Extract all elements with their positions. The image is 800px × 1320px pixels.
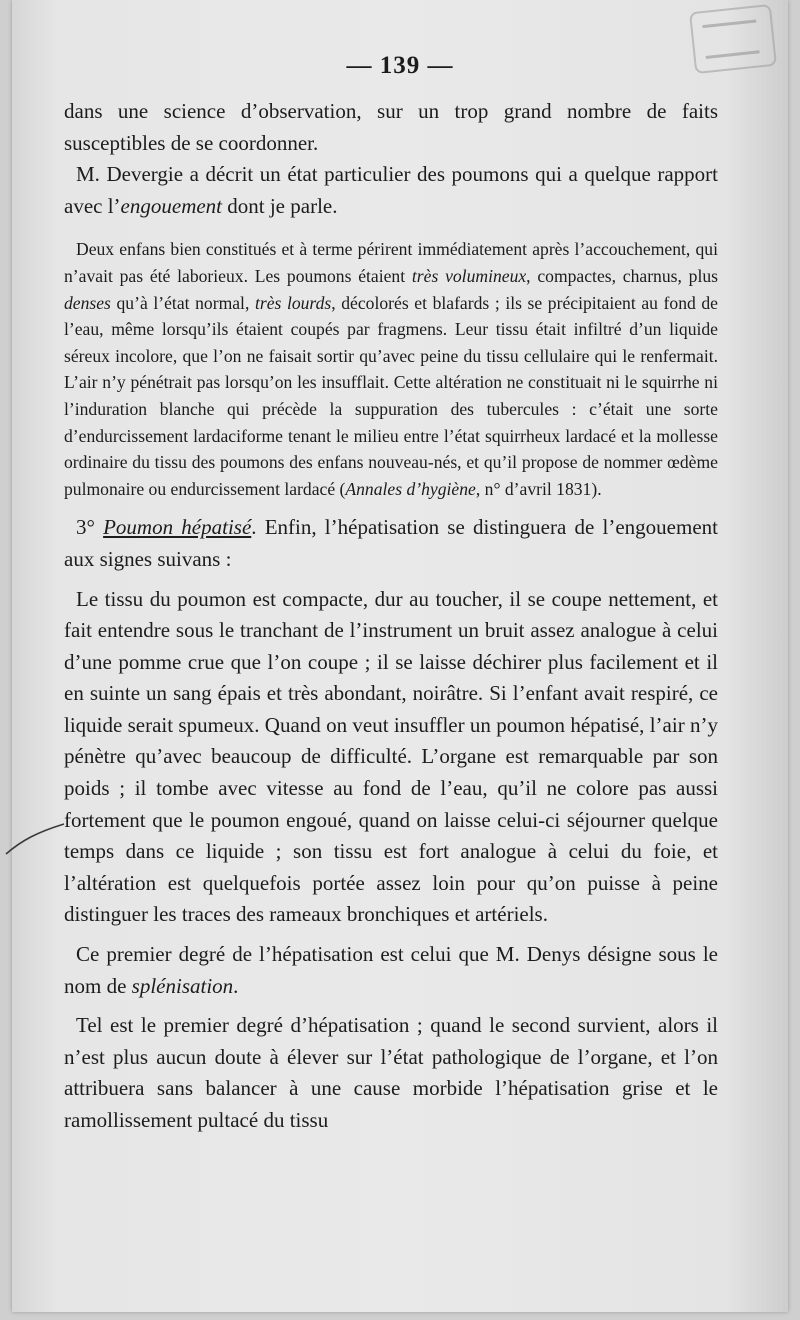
section-number: 3°	[76, 515, 104, 540]
section-title: Poumon hépatisé	[103, 515, 252, 540]
italic-citation: Annales d’hygiène	[345, 478, 476, 499]
pencil-mark	[4, 814, 66, 856]
italic-term: denses	[64, 292, 111, 313]
paragraph-text: .	[233, 973, 239, 998]
paragraph-text: Le tissu du poumon est compacte, dur au toucher, il se coupe nettement, et fait entendre sous le tranchant de l’instrument un bruit assez analogue à celui d’une pomme crue que l’on coupe ; il se laisse déchirer plus facilement et il en suinte un sang épais et très abondant, noirâtre. Si l’enfant avait respiré, ce liquide serait spumeux. Quand on veut insuffler un poumon hépatisé, l’air n’y pénètre qu’avec beaucoup de difficulté. L’organe est remarquable par son poids ; il tombe avec vitesse au fond de l’eau, qu’il ne colore pas aussi fortement que le poumon engoué, quand on laisse celui-ci séjourner quelque temps dans ce liquide ; son tissu est fort analogue à celui du foie, et l’altération est quelquefois portée assez loin pour qu’on puisse à peine distinguer les traces des rameaux bronchiques et artériels.	[64, 586, 718, 927]
paragraph-splenisation	[64, 939, 718, 1002]
quote-text: , n° d’avril 1831).	[475, 478, 602, 499]
quote-text: , compactes, charnus, plus	[526, 265, 718, 286]
paragraph-continuation	[64, 96, 718, 159]
paragraph-text: Ce premier degré de l’hépatisation est celui que M. Denys désigne sous le nom de	[64, 942, 718, 998]
paragraph-tissue	[64, 584, 718, 932]
paragraph-second-degree	[64, 1010, 718, 1136]
paragraph-text: . Enfin, l’hépatisation se distinguera de l’engouement aux signes suivans :	[64, 515, 718, 571]
quoted-case-paragraph	[64, 236, 718, 502]
paragraph-text: dont je parle.	[222, 193, 338, 218]
section-heading-paragraph	[64, 512, 718, 575]
quote-text: , décolorés et blafards ; ils se précipitaient au fond de l’eau, même lorsqu’ils étaient coupés par fragmens. Leur tissu était infiltré d’un liquide séreux incolore, que l’on ne faisait sortir qu’avec peine du tissu cellulaire qui le renfermait. L’air n’y pénétrait pas lorsqu’on les insufflait. Cette altération ne constituait ni le squirrhe ni l’induration blanche qui précède la suppuration des tubercules : c’était une sorte d’endurcissement lardaciforme tenant le milieu entre l’état squirrheux lardacé et la mollesse ordinaire du tissu des poumons des enfans nouveau-nés, et qu’il propose de nommer œdème pulmonaire ou endurcissement lardacé (	[64, 292, 718, 499]
italic-term: splénisation	[131, 973, 234, 998]
paragraph-text: Tel est le premier degré d’hépatisation ; quand le second survient, alors il n’est plus aucun doute à élever sur l’état pathologique de l’organe, et l’on attribuera sans balancer à une cause morbide l’hépatisation grise et le ramollissement pultacé du tissu	[64, 1013, 718, 1132]
page-number: — 139 —	[346, 52, 454, 79]
italic-term: très lourds	[254, 292, 332, 313]
paragraph-devergie	[64, 159, 718, 222]
quote-text: qu’à l’état normal,	[110, 292, 255, 313]
paragraph-text: M. Devergie a décrit un état particulier des poumons qui a quelque rapport avec l’	[64, 162, 718, 218]
quote-text: Deux enfans bien constitués et à terme périrent immédiatement après l’accouchement, qui n’avait pas été laborieux. Les poumons étaient	[64, 239, 718, 286]
italic-term: engouement	[120, 193, 223, 218]
body-text	[64, 96, 718, 1137]
italic-term: très volumineux	[411, 265, 527, 286]
paragraph-text: dans une science d’observation, sur un trop grand nombre de faits susceptibles de se coordonner.	[64, 99, 718, 155]
